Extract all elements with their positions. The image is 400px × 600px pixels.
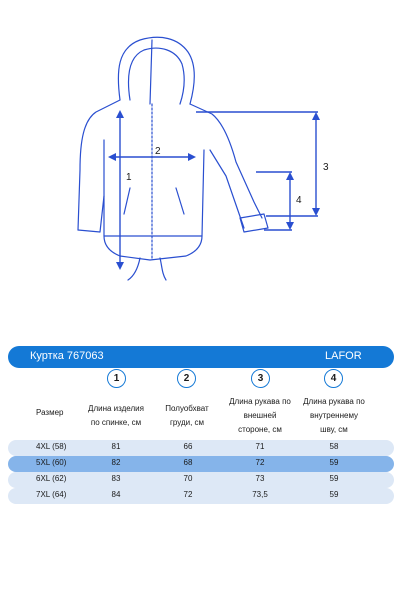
header-col-4: Длина рукава по внутреннему шву, см [303,397,365,434]
cell-c4: 59 [329,474,339,483]
title-bar [8,346,394,368]
cell-size: 4XL (58) [36,442,67,451]
cell-c4: 59 [329,458,339,467]
cell-c2: 68 [183,458,193,467]
diagram-label-4: 4 [296,195,302,206]
cell-c1: 81 [111,442,121,451]
cell-size: 5XL (60) [36,458,67,467]
header-col-3: Длина рукава по внешней стороне, см [229,397,291,434]
brand-name: LAFOR [325,350,362,362]
cell-c2: 70 [183,474,193,483]
diagram-label-2: 2 [155,146,161,157]
column-number-2: 2 [177,369,196,388]
table-row [8,488,394,504]
product-name: Куртка 767063 [30,350,104,362]
size-header: Размер [36,408,64,417]
column-number-1: 1 [107,369,126,388]
cell-size: 7XL (64) [36,490,67,499]
cell-c3: 73 [255,474,265,483]
column-number-3: 3 [251,369,270,388]
table-row [8,440,394,456]
table-row [8,456,394,472]
cell-c1: 84 [111,490,121,499]
header-col-2: Полуобхват груди, см [165,404,209,427]
table-row [8,472,394,488]
cell-c1: 82 [111,458,121,467]
cell-c3: 72 [255,458,265,467]
cell-c4: 59 [329,490,339,499]
cell-c1: 83 [111,474,121,483]
cell-c3: 73,5 [252,490,268,499]
header-col-1: Длина изделия по спинке, см [88,404,144,427]
cell-c2: 72 [183,490,193,499]
cell-c2: 66 [183,442,193,451]
column-number-4: 4 [324,369,343,388]
diagram-label-3: 3 [323,162,329,173]
diagram-label-1: 1 [126,172,132,183]
cell-c4: 58 [329,442,339,451]
cell-size: 6XL (62) [36,474,67,483]
cell-c3: 71 [255,442,265,451]
